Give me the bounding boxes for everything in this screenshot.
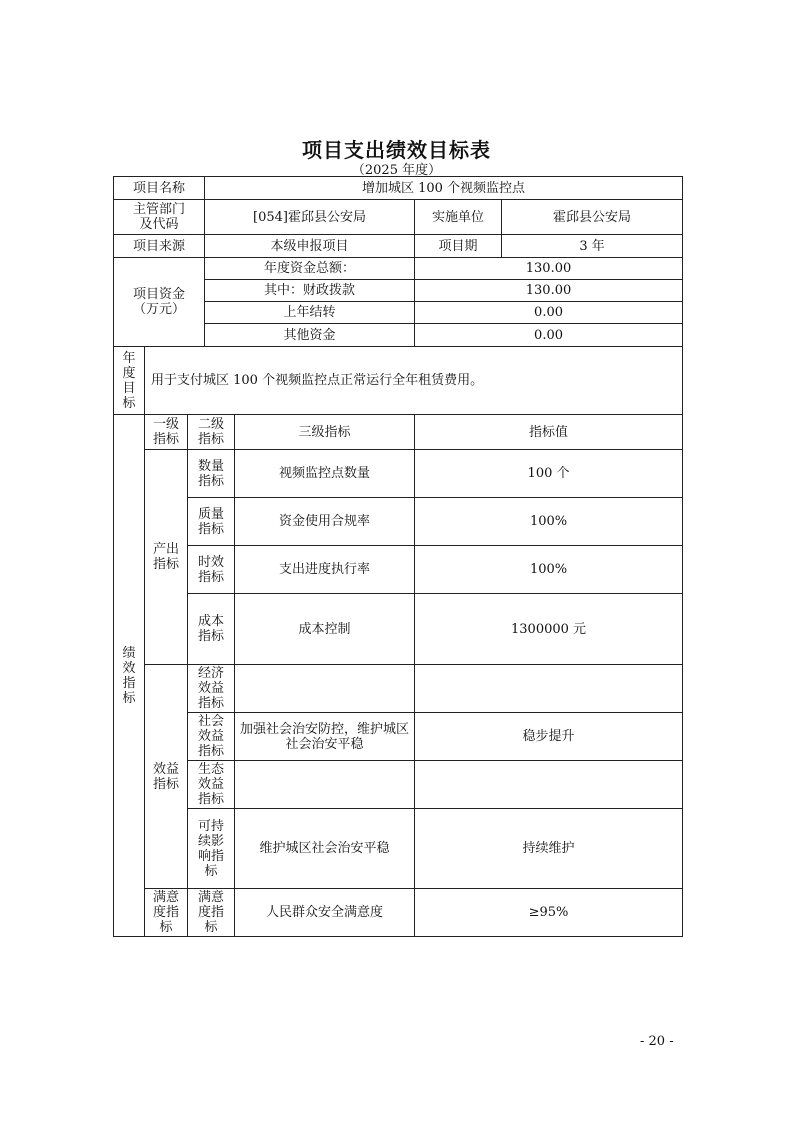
- table-row: [114, 665, 683, 713]
- level3-cell: 视频监控点数量: [235, 450, 415, 498]
- level2-cell: 质量指标: [188, 498, 235, 546]
- row-source: [114, 235, 683, 258]
- table-row: [114, 889, 683, 937]
- row-funds-total: [114, 258, 683, 280]
- department-label-line2: 及代码: [139, 217, 179, 232]
- value-cell: 持续维护: [415, 809, 683, 889]
- level2-cell: 成本指标: [188, 594, 235, 665]
- table-row: [114, 498, 683, 546]
- page-number: - 20 -: [640, 1034, 674, 1049]
- year-subtitle: （2025 年度）: [351, 163, 442, 178]
- table-row: [114, 761, 683, 809]
- period-label: 项目期: [415, 235, 502, 258]
- project-name-value: 增加城区 100 个视频监控点: [205, 177, 683, 200]
- funds-item-value: 130.00: [415, 258, 683, 280]
- value-cell: 1300000 元: [415, 594, 683, 665]
- value-cell: 100%: [415, 546, 683, 594]
- group-benefit: 效益指标: [145, 665, 188, 889]
- level3-cell: 加强社会治安防控，维护城区社会治安平稳: [235, 713, 415, 761]
- level3-cell: [235, 665, 415, 713]
- level1-header: 一级指标: [145, 415, 188, 450]
- funds-item-value: 0.00: [415, 302, 683, 324]
- value-cell: [415, 665, 683, 713]
- value-cell: 100 个: [415, 450, 683, 498]
- funds-item-label: 上年结转: [205, 302, 415, 324]
- table-row: [114, 450, 683, 498]
- level3-cell: 支出进度执行率: [235, 546, 415, 594]
- table-row: [114, 546, 683, 594]
- table-row: [114, 594, 683, 665]
- level2-cell: 经济效益指标: [188, 665, 235, 713]
- value-cell: 100%: [415, 498, 683, 546]
- implementing-unit-value: 霍邱县公安局: [502, 200, 683, 235]
- level2-cell: 时效指标: [188, 546, 235, 594]
- level2-cell: 数量指标: [188, 450, 235, 498]
- level2-cell: 满意度指标: [188, 889, 235, 937]
- funds-label-line2: （万元）: [133, 302, 186, 317]
- department-label: [114, 200, 205, 235]
- funds-item-value: 0.00: [415, 324, 683, 347]
- row-project-name: [114, 177, 683, 200]
- funds-label-line1: 项目资金: [133, 287, 186, 302]
- level3-cell: 资金使用合规率: [235, 498, 415, 546]
- value-cell: 稳步提升: [415, 713, 683, 761]
- level2-cell: 生态效益指标: [188, 761, 235, 809]
- level3-cell: 人民群众安全满意度: [235, 889, 415, 937]
- annual-goal-label: 年度目标: [114, 347, 145, 415]
- period-value: 3 年: [502, 235, 683, 258]
- level3-cell: 维护城区社会治安平稳: [235, 809, 415, 889]
- funds-item-label: 其中：财政拨款: [205, 280, 415, 302]
- implementing-unit-label: 实施单位: [415, 200, 502, 235]
- funds-item-value: 130.00: [415, 280, 683, 302]
- group-satisfaction: 满意度指标: [145, 889, 188, 937]
- level3-header: 三级指标: [235, 415, 415, 450]
- annual-goal-text: 用于支付城区 100 个视频监控点正常运行全年租赁费用。: [145, 347, 683, 415]
- performance-target-table: [113, 176, 683, 937]
- department-label-line1: 主管部门: [133, 202, 186, 217]
- value-header: 指标值: [415, 415, 683, 450]
- source-value: 本级申报项目: [205, 235, 415, 258]
- level3-cell: [235, 761, 415, 809]
- level2-header: 二级指标: [188, 415, 235, 450]
- value-cell: ≥95%: [415, 889, 683, 937]
- row-annual-goal: [114, 347, 683, 415]
- table-row: [114, 713, 683, 761]
- funds-label: [114, 258, 205, 347]
- value-cell: [415, 761, 683, 809]
- level2-cell: 社会效益指标: [188, 713, 235, 761]
- level3-cell: 成本控制: [235, 594, 415, 665]
- source-label: 项目来源: [114, 235, 205, 258]
- department-value: [054]霍邱县公安局: [205, 200, 415, 235]
- level2-cell: 可持续影响指标: [188, 809, 235, 889]
- group-output: 产出指标: [145, 450, 188, 665]
- funds-item-label: 年度资金总额：: [205, 258, 415, 280]
- table-row: [114, 809, 683, 889]
- row-department: [114, 200, 683, 235]
- row-indicator-header: [114, 415, 683, 450]
- perf-indicators-label: 绩效指标: [114, 415, 145, 937]
- project-name-label: 项目名称: [114, 177, 205, 200]
- page-title: 项目支出绩效目标表: [302, 138, 491, 162]
- funds-item-label: 其他资金: [205, 324, 415, 347]
